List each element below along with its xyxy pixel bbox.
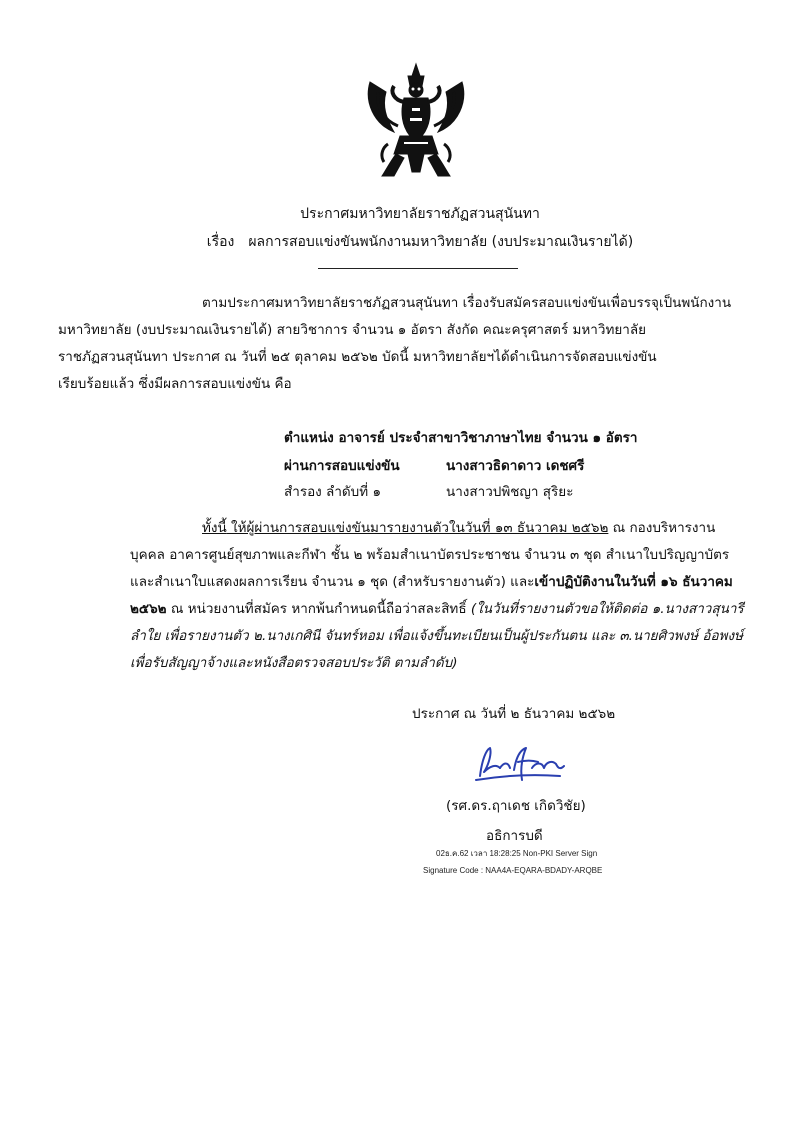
intro-line: เรียบร้อยแล้ว ซึ่งมีผลการสอบแข่งขัน คือ [58,376,292,392]
report-date-text: ให้ผู้ผ่านการสอบแข่งขันมารายงานตัวในวันที่ ๑๓ ธันวาคม ๒๕๖๒ [226,520,609,536]
start-work-date: เข้าปฏิบัติงานในวันที่ ๑๖ ธันวาคม [534,574,733,590]
result-name-reserve: นางสาวปพิชญา สุริยะ [446,484,574,500]
contact-note: เพื่อรับสัญญาจ้างและหนังสือตรวจสอบประวัติ ตามลำดับ) [130,655,458,671]
instructions-paragraph [130,515,744,677]
subject-text: ผลการสอบแข่งขันพนักงานมหาวิทยาลัย (งบประมาณเงินรายได้) [248,234,634,250]
announcement-date: ประกาศ ณ วันที่ ๒ ธันวาคม ๒๕๖๒ [412,706,616,722]
subject-label: เรื่อง [206,234,235,250]
announcement-title: ประกาศมหาวิทยาลัยราชภัฏสวนสุนันทา [300,206,540,222]
handwritten-signature-icon [470,740,570,786]
garuda-emblem-icon [360,62,472,180]
position-title: ตำแหน่ง อาจารย์ ประจำสาขาวิชาภาษาไทย จำนวน ๑ อัตรา [284,430,638,446]
intro-line: มหาวิทยาลัย (งบประมาณเงินรายได้) สายวิชาการ จำนวน ๑ อัตรา สังกัด คณะครุศาสตร์ มหาวิทยาลัย [58,322,647,338]
signer-name: (รศ.ดร.ฤาเดช เกิดวิชัย) [446,798,586,814]
documents-text: และสำเนาใบแสดงผลการเรียน จำนวน ๑ ชุด (สำหรับรายงานตัว) และ [130,574,535,590]
intro-line: ตามประกาศมหาวิทยาลัยราชภัฏสวนสุนันทา เรื่องรับสมัครสอบแข่งขันเพื่อบรรจุเป็นพนักงาน [202,295,732,311]
instructions-line [130,515,726,542]
start-work-year: ๒๕๖๒ [130,601,167,617]
intro-paragraph [58,290,732,398]
instructions-line [130,596,744,623]
intro-line: ราชภัฏสวนสุนันทา ประกาศ ณ วันที่ ๒๕ ตุลาคม ๒๕๖๒ บัดนี้ มหาวิทยาลัยฯได้ดำเนินการจัดสอบแข่งขัน [58,349,657,365]
signer-position: อธิการบดี [486,828,543,844]
instructions-line: บุคคล อาคารศูนย์สุขภาพและกีฬา ชั้น ๒ พร้อมสำเนาบัตรประชาชน จำนวน ๓ ชุด สำเนาใบปริญญาบัตร [130,547,730,563]
report-place-text: ณ กองบริหารงาน [608,520,716,536]
contact-note: (ในวันที่รายงานตัวขอให้ติดต่อ ๑.นางสาวสุนารี [470,601,744,617]
instructions-line [130,569,733,596]
announcement-subject [0,231,800,253]
result-label-passed: ผ่านการสอบแข่งขัน [284,458,400,474]
result-name-passed: นางสาวธิดาดาว เดชศรี [446,458,585,474]
title-divider [318,268,518,269]
sign-timestamp: 02ธ.ค.62 เวลา 18:28:25 Non-PKI Server Sign [436,849,598,858]
instructions-emphasis: ทั้งนี้ [202,520,227,536]
contact-note: ลำใย เพื่อรายงานตัว ๒.นางเกศินี จันทร์หอม เพื่อแจ้งขึ้นทะเบียนเป็นผู้ประกันตน และ ๓.นายศิวพงษ์ อ้อพงษ์ [130,628,744,644]
signature-code: Signature Code : NAA4A-EQARA-BDADY-ARQBE [423,866,603,875]
forfeit-text: ณ หน่วยงานที่สมัคร หากพ้นกำหนดนี้ถือว่าสละสิทธิ์ [166,601,471,617]
result-label-reserve: สำรอง ลำดับที่ ๑ [284,484,382,500]
